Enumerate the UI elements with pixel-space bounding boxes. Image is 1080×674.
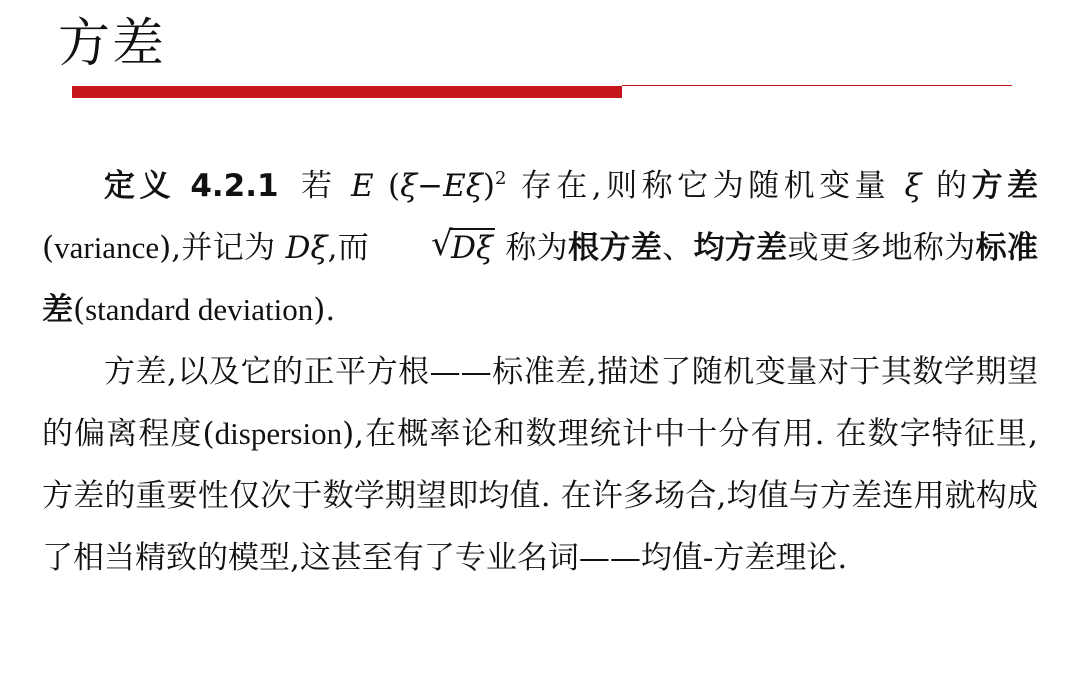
english-standard-deviation: standard deviation bbox=[85, 292, 314, 327]
def-text-11: 或更多地称为 bbox=[787, 230, 976, 266]
def-text-3: ) bbox=[482, 168, 495, 204]
definition-label: 定义 4.2.1 bbox=[104, 168, 279, 204]
title-underline-thick bbox=[72, 86, 622, 98]
def-text-7: ),并记为 bbox=[159, 230, 286, 266]
sqrt-expression bbox=[369, 217, 495, 279]
def-text-4: 存在,则称它为随机变量 bbox=[506, 168, 905, 204]
math-d-xi: Dξ bbox=[285, 230, 328, 266]
term-root-variance: 根方差 bbox=[568, 230, 663, 266]
def-text-12: ( bbox=[73, 292, 86, 328]
math-xi-minus-exi: ξ−Eξ bbox=[400, 168, 483, 204]
def-text-9: 称为 bbox=[495, 230, 569, 266]
def-text-1: 若 bbox=[296, 168, 351, 204]
term-standard-deviation: 标准差 bbox=[42, 230, 1038, 328]
para2-text-1: 方差,以及它的正平方根——标准差,描述了随机变量对于其数学期望的偏离程度( bbox=[42, 354, 1038, 452]
para2-text-2: ),在概率论和数理统计中十分有用. 在数字特征里,方差的重要性仅次于数学期望即均值. 在许多场合,均值与方差连用就构成了相当精致的模型,这甚至有了专业名词——均值-方差理论. bbox=[42, 416, 1038, 576]
english-dispersion: dispersion bbox=[214, 416, 343, 451]
sqrt-symbol: √ bbox=[431, 224, 453, 264]
def-text-13: ). bbox=[313, 292, 336, 328]
title-underline bbox=[72, 84, 1012, 98]
math-xi: ξ bbox=[904, 168, 922, 204]
slide-body bbox=[42, 155, 1038, 589]
definition-paragraph bbox=[42, 155, 1038, 341]
def-text-5: 的 bbox=[921, 168, 972, 204]
def-text-8: ,而 bbox=[327, 230, 370, 266]
def-text-10: 、 bbox=[662, 230, 694, 266]
sqrt-radicand: Dξ bbox=[451, 230, 494, 266]
title-underline-thin bbox=[622, 85, 1012, 86]
def-text-6: ( bbox=[42, 230, 55, 266]
def-text-2: ( bbox=[373, 168, 401, 204]
english-variance: variance bbox=[54, 230, 160, 265]
superscript-2: 2 bbox=[494, 168, 507, 189]
slide-title: 方差 bbox=[58, 14, 167, 74]
term-mean-square-deviation: 均方差 bbox=[693, 230, 788, 266]
term-variance: 方差 bbox=[971, 168, 1039, 204]
explanation-paragraph bbox=[42, 341, 1038, 589]
math-e: E bbox=[350, 168, 374, 204]
